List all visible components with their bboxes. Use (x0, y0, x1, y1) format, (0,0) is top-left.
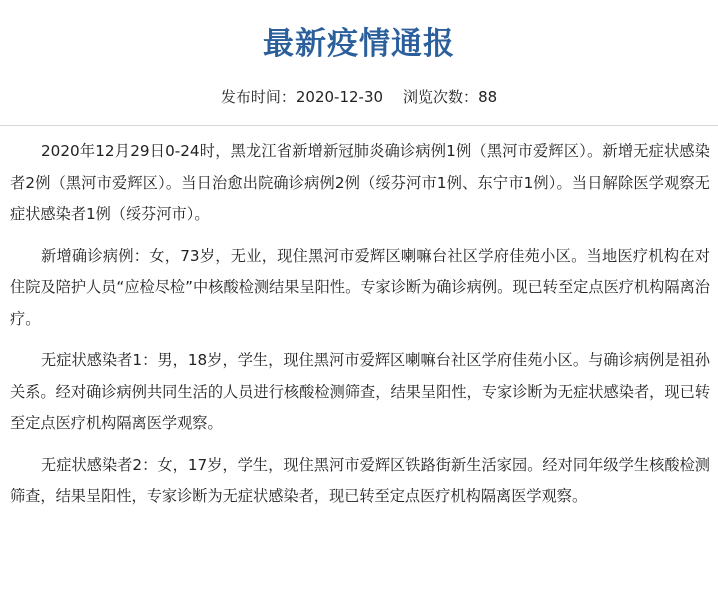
page-title: 最新疫情通报 (263, 26, 455, 62)
article-body (10, 136, 710, 523)
paragraph-asymptomatic-2: 无症状感染者2：女，17岁，学生，现住黑河市爱辉区铁路街新生活家园。经对同年级学生核酸检测筛查，结果呈阳性，专家诊断为无症状感染者，现已转至定点医疗机构隔离医学观察。 (10, 455, 710, 505)
paragraph-asymptomatic-1: 无症状感染者1：男，18岁，学生，现住黑河市爱辉区喇嘛台社区学府佳苑小区。与确诊病例是祖孙关系。经对确诊病例共同生活的人员进行核酸检测筛查，结果呈阳性，专家诊断为无症状感染者，现已转至定点医疗机构隔离医学观察。 (10, 351, 710, 432)
publish-label: 发布时间： (220, 88, 296, 106)
paragraph-summary: 2020年12月29日0-24时，黑龙江省新增新冠肺炎确诊病例1例（黑河市爱辉区）。新增无症状感染者2例（黑河市爱辉区）。当日治愈出院确诊病例2例（绥芬河市1例、东宁市1例）。当日解除医学观察无症状感染者1例（绥芬河市）。 (10, 142, 710, 223)
publish-date: 2020-12-30 (295, 88, 384, 106)
views-count: 88 (478, 88, 498, 106)
article-meta (0, 84, 718, 110)
paragraph-confirmed-case: 新增确诊病例：女，73岁，无业，现住黑河市爱辉区喇嘛台社区学府佳苑小区。当地医疗机构在对住院及陪护人员“应检尽检”中核酸检测结果呈阳性。专家诊断为确诊病例。现已转至定点医疗机构隔离治疗。 (10, 246, 710, 328)
views-label: 浏览次数： (403, 88, 479, 106)
header-divider (0, 125, 718, 126)
